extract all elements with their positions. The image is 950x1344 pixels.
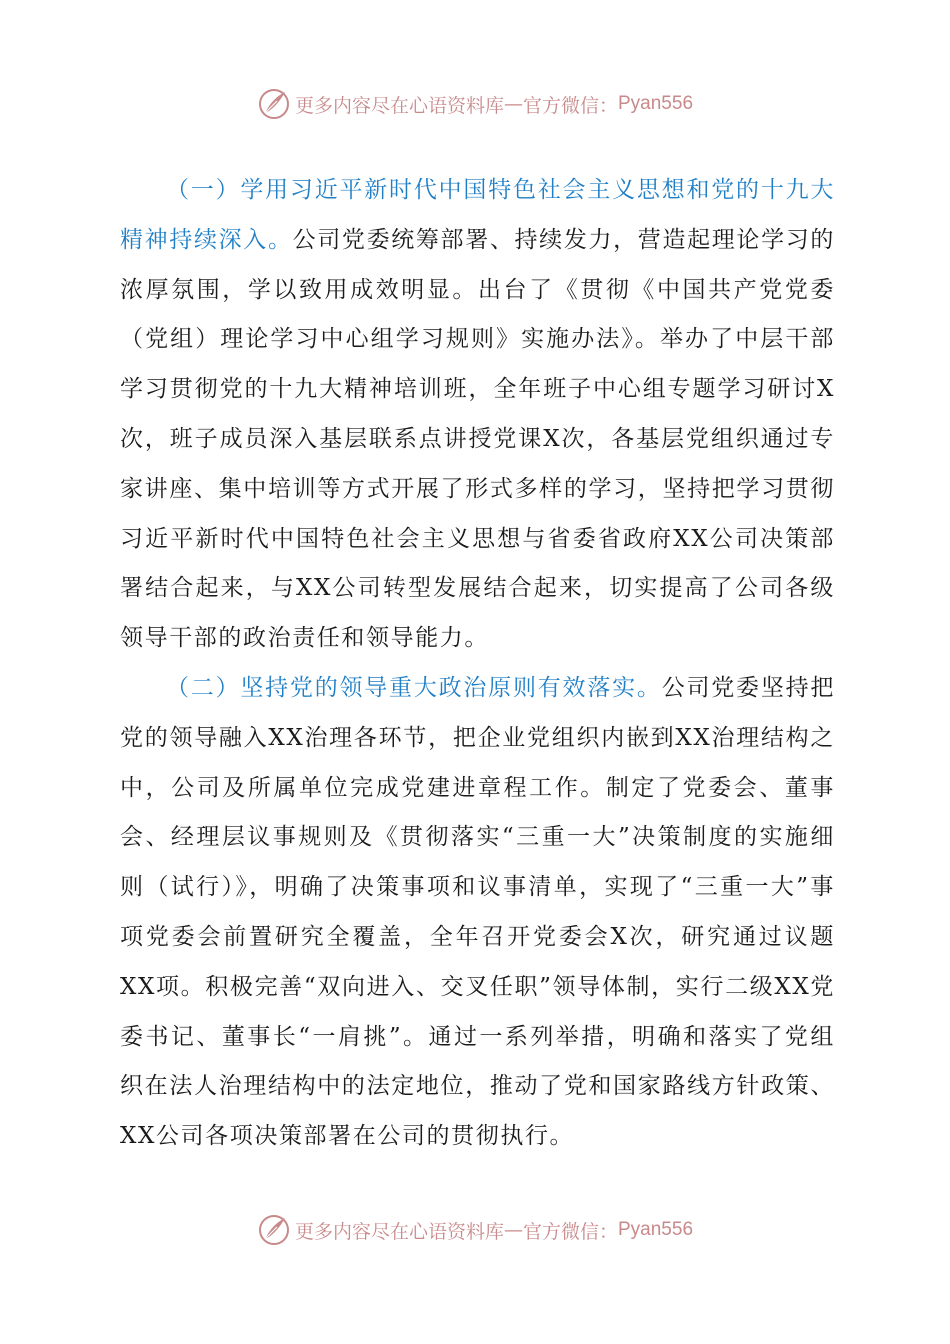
section-heading: （一）学用习近平新时代中国特色社会主义思想和党的十九大精神持续深入。 [120,177,835,253]
watermark-official: 官方微信： [522,1220,618,1243]
section-paragraph [120,664,835,1162]
watermark-wechat-id: Pyan556 [618,93,694,114]
section-body: 公司党委统筹部署、持续发力，营造起理论学习的浓厚氛围，学以致用成效明显。出台了《贯彻《中国共产党党委（党组）理论学习中心组学习规则》实施办法》。举办了中层干部学习贯彻党的十九大精神培训班，全年班子中心组专题学习研讨X次，班子成员深入基层联系点讲授党课X次，各基层党组织通过专家讲座、集中培训等方式开展了形式多样的学习，坚持把学习贯彻习近平新时代中国特色社会主义思想与省委省政府XX公司决策部署结合起来，与XX公司转型发展结合起来，切实提高了公司各级领导干部的政治责任和领导能力。 [120,226,836,652]
watermark-separator: — [503,1219,523,1241]
watermark-footer [0,1210,950,1250]
watermark-wechat-id: Pyan556 [618,1219,694,1240]
watermark-separator: — [503,93,523,115]
watermark-text: 更多内容尽在心语资料库 [294,1220,504,1243]
quill-logo-icon [257,1213,291,1247]
watermark-header [0,84,950,124]
quill-logo-icon [257,87,291,121]
document-body [120,166,835,1162]
section-body: 公司党委坚持把党的领导融入XX治理各环节，把企业党组织内嵌到XX治理结构之中，公司及所属单位完成党建进章程工作。制定了党委会、董事会、经理层议事规则及《贯彻落实“三重一大”决策制度的实施细则（试行）》，明确了决策事项和议事清单，实现了“三重一大”事项党委会前置研究全覆盖，全年召开党委会X次，研究通过议题XX项。积极完善“双向进入、交叉任职”领导体制，实行二级XX党委书记、董事长“一肩挑”。通过一系列举措，明确和落实了党组织在法人治理结构中的法定地位，推动了党和国家路线方针政策、XX公司各项决策部署在公司的贯彻执行。 [120,674,836,1150]
section-heading: （二）坚持党的领导重大政治原则有效落实。 [166,674,662,701]
watermark-official: 官方微信： [522,94,618,117]
watermark-text: 更多内容尽在心语资料库 [294,94,504,117]
section-paragraph [120,166,835,664]
